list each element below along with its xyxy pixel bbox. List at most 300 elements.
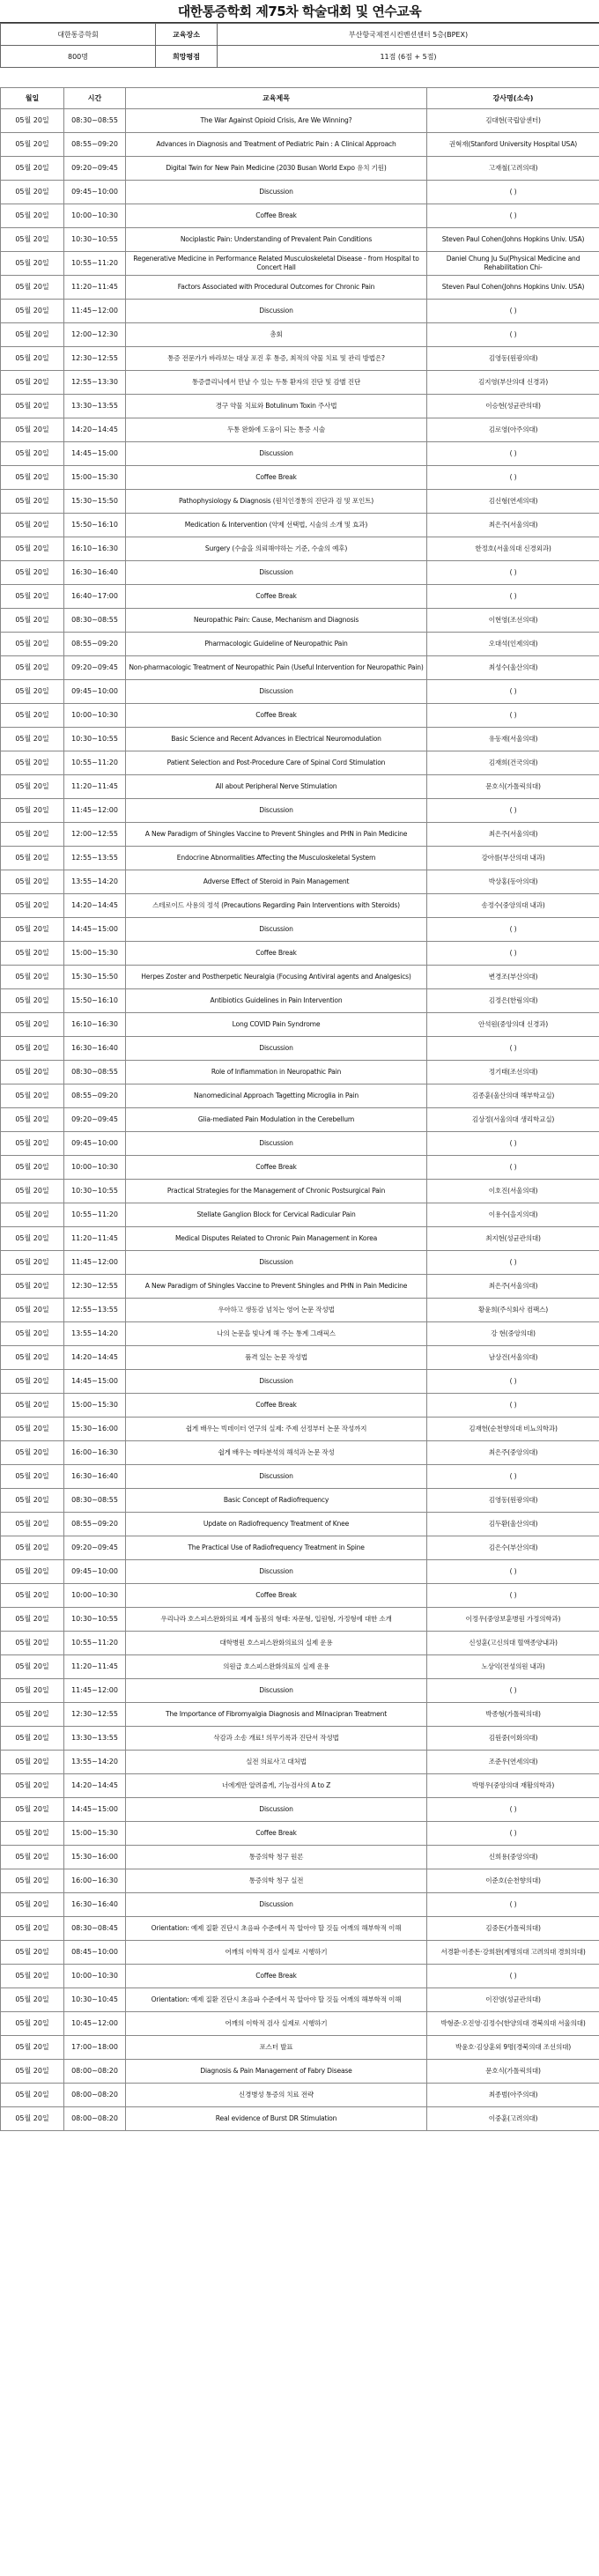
title-cell: 총회 [126,323,427,347]
date-cell: 05월 20일 [1,442,64,466]
title-cell: 통증의학 청구 실전 [126,1869,427,1893]
schedule-row [1,1798,599,1822]
schedule-row [1,133,599,157]
speaker-cell: 노상익(전성의원 내과) [427,1655,599,1679]
date-cell: 05월 20일 [1,2084,64,2107]
speaker-cell: 안석원(중앙의대 신경과) [427,1013,599,1037]
date-cell: 05월 20일 [1,1632,64,1655]
title-cell: Advances in Diagnosis and Treatment of Pediatric Pain : A Clinical Approach [126,133,427,157]
time-cell: 15:00~15:30 [64,942,126,966]
speaker-cell: 김종훈(울산의대 해부학교실) [427,1084,599,1108]
page-title: 대한통증학회 제75차 학술대회 및 연수교육 [0,0,599,23]
time-cell: 15:50~16:10 [64,514,126,537]
schedule-row [1,1536,599,1560]
date-cell: 05월 20일 [1,633,64,656]
schedule-row [1,1632,599,1655]
date-cell: 05월 20일 [1,537,64,561]
title-cell: Discussion [126,918,427,942]
speaker-cell: 문호식(가톨릭의대) [427,2060,599,2084]
schedule-row [1,395,599,418]
speaker-cell: ( ) [427,466,599,490]
speaker-cell: 이준호(순천향의대) [427,1869,599,1893]
schedule-body [1,109,599,2131]
speaker-cell: ( ) [427,323,599,347]
schedule-row [1,847,599,870]
speaker-cell: 박명우(중앙의대 재활의학과) [427,1774,599,1798]
title-cell: Coffee Break [126,1965,427,1988]
schedule-row [1,894,599,918]
date-cell: 05월 20일 [1,1299,64,1322]
date-cell: 05월 20일 [1,1893,64,1917]
date-cell: 05월 20일 [1,680,64,704]
time-cell: 09:20~09:45 [64,157,126,181]
speaker-cell: ( ) [427,300,599,323]
schedule-row [1,300,599,323]
time-cell: 09:20~09:45 [64,1108,126,1132]
speaker-cell: 권혁재(Stanford University Hospital USA) [427,133,599,157]
time-cell: 08:30~08:55 [64,109,126,133]
date-cell: 05월 20일 [1,894,64,918]
date-cell: 05월 20일 [1,1917,64,1941]
schedule-row [1,656,599,680]
title-cell: Stellate Ganglion Block for Cervical Radicular Pain [126,1203,427,1227]
schedule-row [1,633,599,656]
count-value: 800명 [1,46,156,68]
date-cell: 05월 20일 [1,323,64,347]
title-cell: Basic Science and Recent Advances in Electrical Neuromodulation [126,728,427,751]
time-cell: 13:30~13:55 [64,1727,126,1751]
time-cell: 12:55~13:30 [64,371,126,395]
host-label: 대한통증학회 [1,24,156,46]
schedule-row [1,1774,599,1798]
title-cell: Discussion [126,181,427,204]
time-cell: 16:30~16:40 [64,1037,126,1061]
date-cell: 05월 20일 [1,1061,64,1084]
time-cell: 15:30~16:00 [64,1418,126,1441]
date-cell: 05월 20일 [1,1774,64,1798]
date-cell: 05월 20일 [1,1988,64,2012]
title-cell: A New Paradigm of Shingles Vaccine to Prevent Shingles and PHN in Pain Medicine [126,823,427,847]
title-cell: Discussion [126,561,427,585]
schedule-row [1,1703,599,1727]
title-cell: Discussion [126,1560,427,1584]
title-cell: Coffee Break [126,466,427,490]
schedule-row [1,109,599,133]
speaker-cell: ( ) [427,1156,599,1180]
speaker-cell: Steven Paul Cohen(Johns Hopkins Univ. USA) [427,276,599,300]
schedule-row [1,2060,599,2084]
speaker-cell: ( ) [427,918,599,942]
schedule-row [1,1084,599,1108]
date-cell: 05월 20일 [1,751,64,775]
title-cell: Medical Disputes Related to Chronic Pain Management in Korea [126,1227,427,1251]
date-cell: 05월 20일 [1,300,64,323]
time-cell: 12:30~12:55 [64,1703,126,1727]
date-cell: 05월 20일 [1,1203,64,1227]
speaker-cell: 강아름(부산의대 내과) [427,847,599,870]
schedule-row [1,1299,599,1322]
speaker-cell: 이진영(성균관의대) [427,1988,599,2012]
date-cell: 05월 20일 [1,1846,64,1869]
time-cell: 11:45~12:00 [64,799,126,823]
title-cell: 통증클리닉에서 만날 수 있는 두통 환자의 진단 및 감별 진단 [126,371,427,395]
date-cell: 05월 20일 [1,466,64,490]
schedule-row [1,823,599,847]
schedule-row [1,1180,599,1203]
schedule-row [1,585,599,609]
time-cell: 11:45~12:00 [64,1679,126,1703]
time-cell: 10:55~11:20 [64,1632,126,1655]
title-cell: Pharmacologic Guideline of Neuropathic Pain [126,633,427,656]
schedule-row [1,1941,599,1965]
speaker-cell: 김재헌(순천향의대 비뇨의학과) [427,1418,599,1441]
time-cell: 16:30~16:40 [64,1465,126,1489]
time-cell: 15:30~15:50 [64,490,126,514]
date-cell: 05월 20일 [1,847,64,870]
title-cell: 의원급 호스피스완화의료의 실제 운용 [126,1655,427,1679]
title-cell: Pathophysiology & Diagnosis (원치인경통의 진단과 검 및 포인트) [126,490,427,514]
speaker-cell: 김두환(울산의대) [427,1513,599,1536]
time-cell: 12:30~12:55 [64,1275,126,1299]
schedule-row [1,775,599,799]
schedule-row [1,1275,599,1299]
schedule-row [1,918,599,942]
schedule-row [1,2012,599,2036]
date-cell: 05월 20일 [1,942,64,966]
title-cell: Coffee Break [126,942,427,966]
schedule-row [1,1441,599,1465]
schedule-row [1,1655,599,1679]
title-cell: Coffee Break [126,1156,427,1180]
date-cell: 05월 20일 [1,514,64,537]
title-cell: Glia-mediated Pain Modulation in the Cerebellum [126,1108,427,1132]
time-cell: 14:20~14:45 [64,1346,126,1370]
date-cell: 05월 20일 [1,656,64,680]
time-cell: 11:45~12:00 [64,300,126,323]
date-cell: 05월 20일 [1,918,64,942]
time-cell: 15:30~16:00 [64,1846,126,1869]
title-cell: 대학병원 호스피스완화의료의 실제 운용 [126,1632,427,1655]
speaker-cell: 이용수(을지의대) [427,1203,599,1227]
schedule-row [1,1965,599,1988]
time-cell: 10:00~10:30 [64,704,126,728]
date-cell: 05월 20일 [1,1941,64,1965]
title-cell: Endocrine Abnormalities Affecting the Musculoskeletal System [126,847,427,870]
schedule-row [1,204,599,228]
title-cell: Coffee Break [126,1584,427,1608]
speaker-cell: 이정우(중앙보훈병원 가정의학과) [427,1608,599,1632]
speaker-cell: 김재희(건국의대) [427,751,599,775]
speaker-cell: ( ) [427,799,599,823]
schedule-row [1,323,599,347]
title-cell: Factors Associated with Procedural Outcomes for Chronic Pain [126,276,427,300]
title-cell: A New Paradigm of Shingles Vaccine to Prevent Shingles and PHN in Pain Medicine [126,1275,427,1299]
date-cell: 05월 20일 [1,561,64,585]
schedule-row [1,1322,599,1346]
time-cell: 09:45~10:00 [64,1132,126,1156]
title-cell: Diagnosis & Pain Management of Fabry Disease [126,2060,427,2084]
score-value: 11점 (6점 + 5점) [218,46,599,68]
time-cell: 15:30~15:50 [64,966,126,989]
speaker-cell: ( ) [427,1370,599,1394]
info-row-score [1,46,599,68]
schedule-row [1,1418,599,1441]
speaker-cell: 최지현(성균관의대) [427,1227,599,1251]
header-time: 시간 [64,88,126,109]
schedule-row [1,466,599,490]
time-cell: 10:55~11:20 [64,252,126,276]
date-cell: 05월 20일 [1,1370,64,1394]
title-cell: Coffee Break [126,1394,427,1418]
header-date: 월일 [1,88,64,109]
time-cell: 08:30~08:55 [64,609,126,633]
speaker-cell: ( ) [427,1822,599,1846]
schedule-row [1,870,599,894]
date-cell: 05월 20일 [1,1108,64,1132]
title-cell: Antibiotics Guidelines in Pain Intervention [126,989,427,1013]
date-cell: 05월 20일 [1,109,64,133]
schedule-row [1,1584,599,1608]
title-cell: Coffee Break [126,585,427,609]
time-cell: 10:55~11:20 [64,751,126,775]
schedule-row [1,1489,599,1513]
title-cell: Surgery (수술을 의뢰해야하는 기준, 수술의 예후) [126,537,427,561]
time-cell: 10:00~10:30 [64,1584,126,1608]
date-cell: 05월 20일 [1,276,64,300]
schedule-row [1,442,599,466]
speaker-cell: 김중돈(가톨릭의대) [427,1917,599,1941]
date-cell: 05월 20일 [1,133,64,157]
speaker-cell: 황윤희(주식회사 컴팩스) [427,1299,599,1322]
schedule-row [1,157,599,181]
speaker-cell: 조준우(연세의대) [427,1751,599,1774]
speaker-cell: ( ) [427,1394,599,1418]
title-cell: Adverse Effect of Steroid in Pain Management [126,870,427,894]
title-cell: Nanomedicinal Approach Tagetting Microglia in Pain [126,1084,427,1108]
date-cell: 05월 20일 [1,395,64,418]
schedule-row [1,2084,599,2107]
schedule-row [1,2036,599,2060]
venue-label: 교육장소 [156,24,218,46]
speaker-cell: 신희용(중앙의대) [427,1846,599,1869]
schedule-row [1,418,599,442]
title-cell: Discussion [126,1893,427,1917]
schedule-row [1,1394,599,1418]
title-cell: The War Against Opioid Crisis, Are We Winning? [126,109,427,133]
title-cell: Discussion [126,1251,427,1275]
time-cell: 17:00~18:00 [64,2036,126,2060]
title-cell: 스테로이드 사용의 정석 (Precautions Regarding Pain Interventions with Steroids) [126,894,427,918]
speaker-cell: 김로영(아주의대) [427,418,599,442]
schedule-row [1,1203,599,1227]
title-cell: Coffee Break [126,204,427,228]
title-cell: 쉽게 배우는 메타분석의 해석과 논문 작성 [126,1441,427,1465]
date-cell: 05월 20일 [1,418,64,442]
time-cell: 11:20~11:45 [64,1655,126,1679]
schedule-row [1,1751,599,1774]
time-cell: 11:20~11:45 [64,775,126,799]
speaker-cell: 박상홍(동아의대) [427,870,599,894]
time-cell: 16:00~16:30 [64,1869,126,1893]
time-cell: 10:30~10:55 [64,228,126,252]
schedule-row [1,1465,599,1489]
schedule-row [1,1061,599,1084]
time-cell: 10:00~10:30 [64,204,126,228]
title-cell: Long COVID Pain Syndrome [126,1013,427,1037]
speaker-cell: 이승현(성균관의대) [427,395,599,418]
title-cell: Coffee Break [126,704,427,728]
title-cell: Real evidence of Burst DR Stimulation [126,2107,427,2131]
date-cell: 05월 20일 [1,1798,64,1822]
schedule-row [1,1108,599,1132]
speaker-cell: 문호식(가톨릭의대) [427,775,599,799]
score-label: 희망평점 [156,46,218,68]
speaker-cell: 최은주(서울의대) [427,1275,599,1299]
time-cell: 08:30~08:55 [64,1489,126,1513]
schedule-row [1,609,599,633]
date-cell: 05월 20일 [1,1560,64,1584]
header-speaker: 강사명(소속) [427,88,599,109]
date-cell: 05월 20일 [1,1346,64,1370]
schedule-row [1,181,599,204]
speaker-cell: 최종범(아주의대) [427,2084,599,2107]
date-cell: 05월 20일 [1,181,64,204]
time-cell: 16:10~16:30 [64,537,126,561]
time-cell: 11:20~11:45 [64,1227,126,1251]
date-cell: 05월 20일 [1,1513,64,1536]
schedule-row [1,704,599,728]
date-cell: 05월 20일 [1,1751,64,1774]
speaker-cell: 유동재(서울의대) [427,728,599,751]
date-cell: 05월 20일 [1,775,64,799]
time-cell: 12:55~13:55 [64,847,126,870]
speaker-cell: ( ) [427,942,599,966]
title-cell: Patient Selection and Post-Procedure Care of Spinal Cord Stimulation [126,751,427,775]
title-cell: Herpes Zoster and Postherpetic Neuralgia (Focusing Antiviral agents and Analgesics) [126,966,427,989]
header-title: 교육제목 [126,88,427,109]
time-cell: 12:00~12:55 [64,823,126,847]
date-cell: 05월 20일 [1,1679,64,1703]
title-cell: Nociplastic Pain: Understanding of Prevalent Pain Conditions [126,228,427,252]
info-table [0,23,599,68]
speaker-cell: 김지영(부산의대 신경과) [427,371,599,395]
title-cell: All about Peripheral Nerve Stimulation [126,775,427,799]
schedule-row [1,1037,599,1061]
time-cell: 08:45~10:00 [64,1941,126,1965]
time-cell: 10:00~10:30 [64,1965,126,1988]
title-cell: Non-pharmacologic Treatment of Neuropathic Pain (Useful Intervention for Neuropathic Pain) [126,656,427,680]
speaker-cell: 송정수(중앙의대 내과) [427,894,599,918]
time-cell: 10:30~10:55 [64,728,126,751]
speaker-cell: ( ) [427,704,599,728]
time-cell: 10:00~10:30 [64,1156,126,1180]
time-cell: 08:55~09:20 [64,633,126,656]
date-cell: 05월 20일 [1,371,64,395]
speaker-cell: 김영동(원광의대) [427,347,599,371]
time-cell: 10:30~10:55 [64,1608,126,1632]
time-cell: 14:45~15:00 [64,918,126,942]
speaker-cell: 박형준·오진영·김정수(한양의대 경북의대 서울의대) [427,2012,599,2036]
speaker-cell: ( ) [427,1679,599,1703]
title-cell: Neuropathic Pain: Cause, Mechanism and Diagnosis [126,609,427,633]
title-cell: Discussion [126,1679,427,1703]
date-cell: 05월 20일 [1,490,64,514]
speaker-cell: ( ) [427,1251,599,1275]
schedule-header-row [1,88,599,109]
time-cell: 14:45~15:00 [64,442,126,466]
date-cell: 05월 20일 [1,1037,64,1061]
date-cell: 05월 20일 [1,1465,64,1489]
date-cell: 05월 20일 [1,1965,64,1988]
speaker-cell: 최은주(서울의대) [427,823,599,847]
time-cell: 09:20~09:45 [64,1536,126,1560]
time-cell: 16:00~16:30 [64,1441,126,1465]
speaker-cell: ( ) [427,1132,599,1156]
schedule-row [1,1513,599,1536]
date-cell: 05월 20일 [1,728,64,751]
schedule-table [0,87,599,2131]
time-cell: 09:45~10:00 [64,181,126,204]
date-cell: 05월 20일 [1,347,64,371]
time-cell: 09:45~10:00 [64,680,126,704]
schedule-row [1,537,599,561]
schedule-row [1,966,599,989]
time-cell: 14:20~14:45 [64,894,126,918]
title-cell: Discussion [126,1465,427,1489]
speaker-cell: ( ) [427,1965,599,1988]
schedule-row [1,680,599,704]
date-cell: 05월 20일 [1,704,64,728]
date-cell: 05월 20일 [1,2107,64,2131]
date-cell: 05월 20일 [1,1727,64,1751]
title-cell: Discussion [126,1132,427,1156]
time-cell: 08:00~08:20 [64,2107,126,2131]
time-cell: 13:55~14:20 [64,870,126,894]
speaker-cell: 김상정(서울의대 생리학교실) [427,1108,599,1132]
date-cell: 05월 20일 [1,799,64,823]
schedule-row [1,1370,599,1394]
time-cell: 10:30~10:45 [64,1988,126,2012]
time-cell: 15:00~15:30 [64,1394,126,1418]
time-cell: 16:30~16:40 [64,561,126,585]
speaker-cell: 한정호(서울의대 신경외과) [427,537,599,561]
title-cell: 우리나라 호스피스완화의료 제계 돌봄의 형태: 자문형, 입원형, 가정형에 대한 소개 [126,1608,427,1632]
speaker-cell: 김영동(원광의대) [427,1489,599,1513]
schedule-row [1,1846,599,1869]
schedule-row [1,347,599,371]
title-cell: 경구 약물 치료와 Botulinum Toxin 주사법 [126,395,427,418]
speaker-cell: 김원중(이화의대) [427,1727,599,1751]
speaker-cell: 신성훈(고신의대 혈액종양내과) [427,1632,599,1655]
schedule-row [1,561,599,585]
time-cell: 09:45~10:00 [64,1560,126,1584]
title-cell: Digital Twin for New Pain Medicine (2030 Busan World Expo 유치 기원) [126,157,427,181]
date-cell: 05월 20일 [1,823,64,847]
date-cell: 05월 20일 [1,157,64,181]
date-cell: 05월 20일 [1,585,64,609]
title-cell: Orientation: 예제 질환 진단시 초음파 수준에서 꼭 알아야 할 것들 어깨의 해부학적 이해 [126,1988,427,2012]
schedule-row [1,1869,599,1893]
date-cell: 05월 20일 [1,1132,64,1156]
title-cell: Discussion [126,1370,427,1394]
date-cell: 05월 20일 [1,989,64,1013]
time-cell: 08:55~09:20 [64,133,126,157]
speaker-cell: 이현영(조선의대) [427,609,599,633]
title-cell: Regenerative Medicine in Performance Related Musculoskeletal Disease - from Hospital to Concert Hall [126,252,427,276]
title-cell: 통증의학 청구 원론 [126,1846,427,1869]
speaker-cell: Daniel Chung Ju Su(Physical Medicine and Rehabilitation Chi- [427,252,599,276]
speaker-cell: 최은주(중앙의대) [427,1441,599,1465]
